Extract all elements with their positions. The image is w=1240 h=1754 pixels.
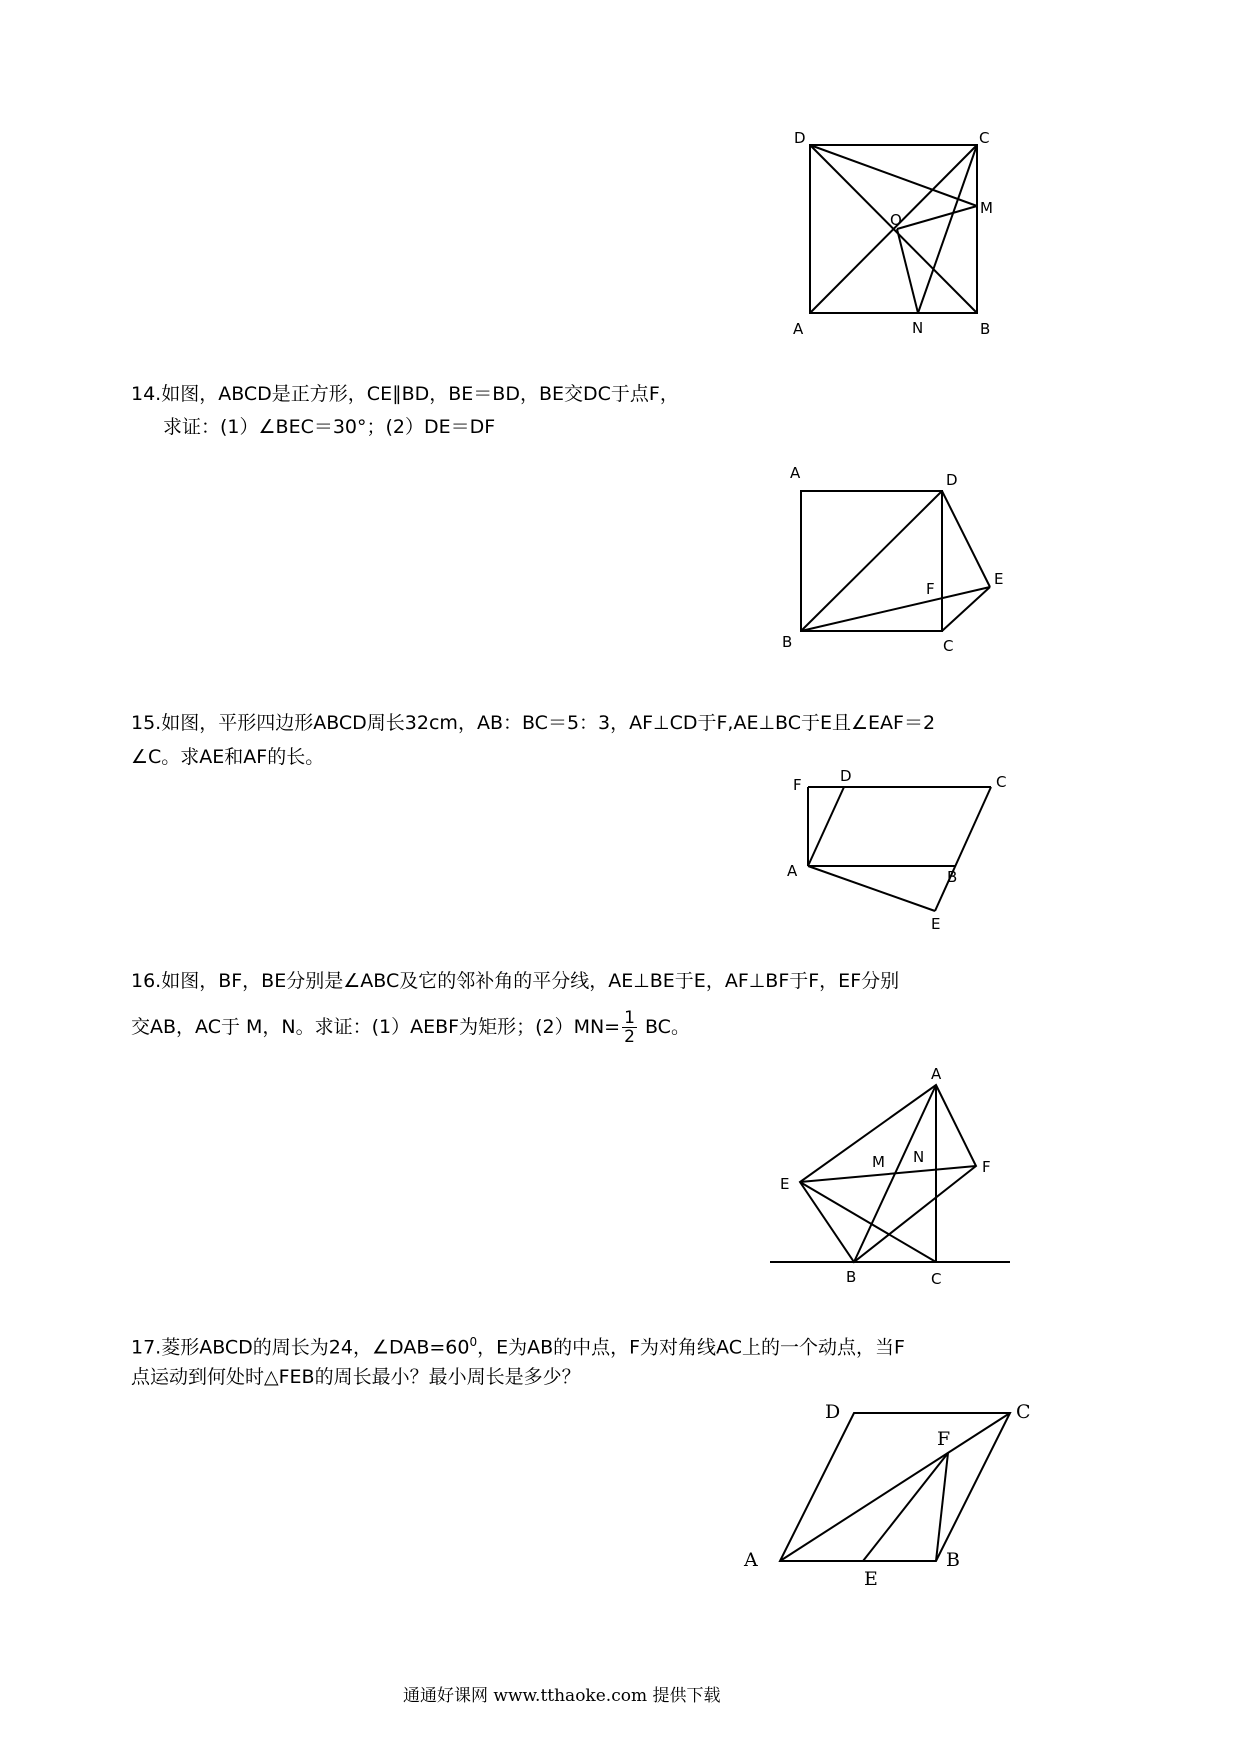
label-b: B: [947, 868, 958, 886]
label-f: F: [926, 580, 935, 598]
problem-17-line1-text-a: 17.菱形ABCD的周长为24，∠DAB=60: [131, 1336, 470, 1359]
label-d: D: [946, 471, 958, 489]
degree-superscript: 0: [469, 1335, 478, 1349]
label-c: C: [931, 1270, 942, 1288]
label-c: C: [979, 129, 990, 147]
label-e: E: [864, 1568, 878, 1590]
page-footer: 通通好课网 www.tthaoke.com 提供下载: [403, 1686, 721, 1706]
problem-17-line2: 点运动到何处时△FEB的周长最小？最小周长是多少？: [131, 1366, 581, 1388]
fraction-one-half: [622, 1009, 637, 1046]
fraction-numerator: 1: [624, 1008, 635, 1028]
label-a: A: [787, 862, 798, 880]
label-e: E: [780, 1175, 790, 1193]
label-e: E: [994, 570, 1004, 588]
label-o: O: [890, 211, 902, 229]
label-b: B: [980, 320, 991, 338]
label-f: F: [982, 1158, 991, 1176]
problem-16-line2-text-b: BC。: [638, 1016, 690, 1038]
problem-14-line1: 14.如图，ABCD是正方形，CE∥BD，BE＝BD，BE交DC于点F，: [131, 383, 679, 405]
label-c: C: [943, 637, 954, 655]
figure-rectangle-aebf: [770, 1065, 1015, 1290]
label-d: D: [794, 129, 806, 147]
figure-parallelogram-ef: [785, 767, 1020, 940]
label-m: M: [980, 199, 993, 217]
label-a: A: [744, 1549, 758, 1571]
label-m: M: [872, 1153, 885, 1171]
figure-rhombus-feb: [730, 1400, 1060, 1605]
label-n: N: [913, 1148, 925, 1166]
label-b: B: [846, 1268, 857, 1286]
problem-15-line1: 15.如图，平形四边形ABCD周长32cm，AB：BC＝5：3，AF⊥CD于F,AE⊥BC于E且∠EAF＝2: [131, 712, 936, 734]
problem-14-line2: 求证：(1）∠BEC＝30°；(2）DE＝DF: [163, 416, 496, 438]
label-b: B: [946, 1549, 960, 1571]
label-a: A: [931, 1065, 942, 1083]
problem-17-line1-text-b: ，E为AB的中点，F为对角线AC上的一个动点，当F: [477, 1336, 905, 1359]
figure-square-omn: [790, 125, 1020, 350]
label-a: A: [790, 464, 801, 482]
figure-square-de: [780, 460, 1020, 660]
label-c: C: [1016, 1401, 1031, 1423]
label-f: F: [793, 776, 802, 794]
label-b: B: [782, 633, 793, 651]
problem-17-line1: [131, 1329, 905, 1360]
label-a: A: [793, 320, 804, 338]
label-n: N: [912, 319, 924, 337]
problem-16-line2-text-a: 交AB，AC于 M，N。求证：(1）AEBF为矩形；(2）MN=: [131, 1016, 621, 1038]
label-d: D: [825, 1401, 841, 1423]
fraction-denominator: 2: [624, 1027, 635, 1047]
label-e: E: [931, 915, 941, 933]
label-c: C: [996, 773, 1007, 791]
label-f: F: [937, 1428, 951, 1450]
problem-15-line2: ∠C。求AE和AF的长。: [131, 746, 325, 768]
problem-16-line2: [131, 1009, 690, 1046]
label-d: D: [840, 767, 852, 785]
problem-16-line1: 16.如图，BF，BE分别是∠ABC及它的邻补角的平分线，AE⊥BE于E，AF⊥BF于F，EF分别: [131, 970, 900, 992]
